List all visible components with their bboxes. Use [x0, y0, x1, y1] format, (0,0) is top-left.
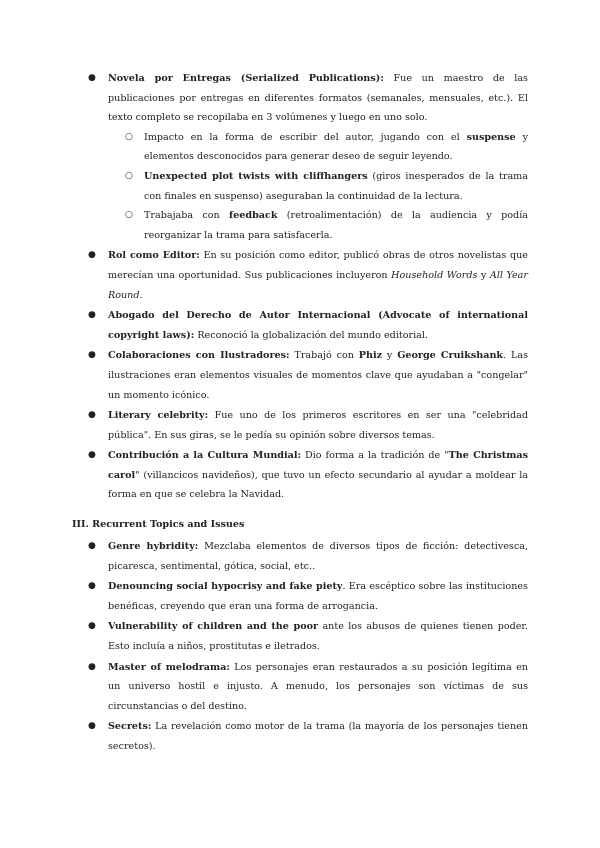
item-text: Dio forma a la tradición de " — [301, 450, 449, 462]
bullet-icon: ● — [88, 250, 96, 261]
item-text: Trabajó con — [289, 350, 359, 362]
item-title: Secrets: — [108, 721, 152, 733]
item-title: Contribución a la Cultura Mundial: — [108, 450, 302, 462]
item-text: Reconoció la globalización del mundo editorial. — [194, 329, 429, 341]
item-title: Vulnerability of children and the poor — [108, 621, 319, 633]
item-text: " (villancicos navideños), que tuvo un efecto secundario al ayudar a moldear la forma en que se celebra la Navidad. — [108, 469, 528, 501]
sublist-item — [108, 206, 528, 245]
sub-text: Trabajaba con — [144, 210, 230, 222]
item-italic: Household Words — [391, 269, 478, 281]
bullet-icon: ● — [88, 621, 96, 632]
bullet-icon: ● — [88, 450, 96, 461]
section-3-heading: III. Recurrent Topics and Issues — [72, 519, 245, 530]
section-3-list — [72, 537, 528, 757]
list-item-celebrity — [72, 406, 528, 445]
item-title: Rol como Editor: — [108, 250, 200, 262]
bullet-icon: ● — [88, 721, 96, 732]
item-title: Novela por Entregas (Serialized Publications): — [108, 73, 384, 84]
item-title: Master of melodrama: — [108, 661, 230, 673]
sub-bold: Unexpected plot twists with cliffhangers — [144, 170, 368, 182]
item-title: Literary celebrity: — [108, 410, 209, 422]
bullet-icon: ● — [88, 310, 96, 321]
item-text: . Las ilustraciones eran elementos visuales de momentos clave que ayudaban a "congelar" un momento icónico. — [108, 350, 528, 401]
sublist-item — [108, 128, 528, 167]
list-item-serialized — [72, 69, 528, 245]
sub-bold: feedback — [229, 210, 278, 222]
circle-bullet-icon: ○ — [125, 210, 133, 221]
item-text: Fue uno de los primeros escritores en ser una "celebridad pública". En sus giras, se le pedía su opinión sobre diversos temas. — [108, 410, 528, 441]
list-item-hypocrisy — [72, 577, 528, 616]
item-bold: George Cruikshank — [397, 350, 504, 362]
section-2-list — [72, 69, 528, 505]
list-item-secrets — [72, 717, 528, 756]
item-bold: Phiz — [358, 350, 383, 362]
list-item-melodrama — [72, 658, 528, 717]
bullet-icon: ● — [88, 581, 96, 592]
sublist — [108, 128, 528, 246]
bullet-icon: ● — [88, 350, 96, 361]
item-text: Fue un maestro de las publicaciones por entregas en diferentes formatos (semanales, mensuales, etc.). El texto completo se recopilaba en 3 volúmenes y luego en uno solo. — [108, 73, 528, 124]
item-text: Mezclaba elementos de diversos tipos de ficción: detectivesca, picaresca, sentimental, gótica, social, etc.. — [108, 541, 528, 572]
sublist-item — [108, 167, 528, 206]
item-text: . — [139, 289, 143, 301]
sub-text: (retroalimentación) de la audiencia y podía reorganizar la trama para satisfacerla. — [144, 210, 528, 241]
list-item-vulnerability — [72, 617, 528, 656]
item-title: Colaboraciones con Ilustradores: — [108, 350, 290, 362]
bullet-icon: ● — [88, 410, 96, 421]
sub-bold: suspense — [466, 131, 516, 143]
sub-text: y elementos desconocidos para generar deseo de seguir leyendo. — [144, 131, 528, 163]
item-text: y — [477, 269, 490, 281]
list-item-copyright — [72, 306, 528, 345]
item-text: Los personajes eran restaurados a su posición legítima en un universo hostil e injusto. A menudo, los personajes son víctimas de sus circunstancias o del destino. — [108, 661, 528, 712]
item-text: . Era escéptico sobre las instituciones benéficas, creyendo que eran una forma de arrogancia. — [108, 581, 528, 612]
item-title: Denouncing social hypocrisy and fake piety — [108, 581, 343, 593]
bullet-icon: ● — [88, 73, 96, 83]
list-item-editor — [72, 246, 528, 305]
circle-bullet-icon: ○ — [125, 131, 133, 142]
circle-bullet-icon: ○ — [125, 170, 133, 181]
list-item-illustrators — [72, 346, 528, 405]
item-italic: All Year Round — [108, 269, 528, 301]
item-text: y — [382, 350, 398, 362]
bullet-icon: ● — [88, 661, 96, 672]
item-bold: The Christmas carol — [108, 450, 528, 481]
item-text: La revelación como motor de la trama (la mayoría de los personajes tienen secretos). — [108, 721, 528, 752]
list-item-culture — [72, 446, 528, 505]
bullet-icon: ● — [88, 541, 96, 551]
item-title: Abogado del Derecho de Autor Internacional (Advocate of international copyright laws): — [108, 310, 528, 341]
sub-text: Impacto en la forma de escribir del autor, jugando con el — [144, 131, 467, 143]
list-item-genre — [72, 537, 528, 576]
sub-text: (giros inesperados de la trama con finales en suspenso) aseguraban la continuidad de la lectura. — [144, 170, 528, 202]
item-title: Genre hybridity: — [108, 541, 199, 552]
item-text: ante los abusos de quienes tienen poder. Esto incluía a niños, prostitutas e iletrados. — [108, 621, 529, 652]
item-text: En su posición como editor, publicó obras de otros novelistas que merecían una oportunidad. Sus publicaciones incluyeron — [108, 250, 528, 281]
